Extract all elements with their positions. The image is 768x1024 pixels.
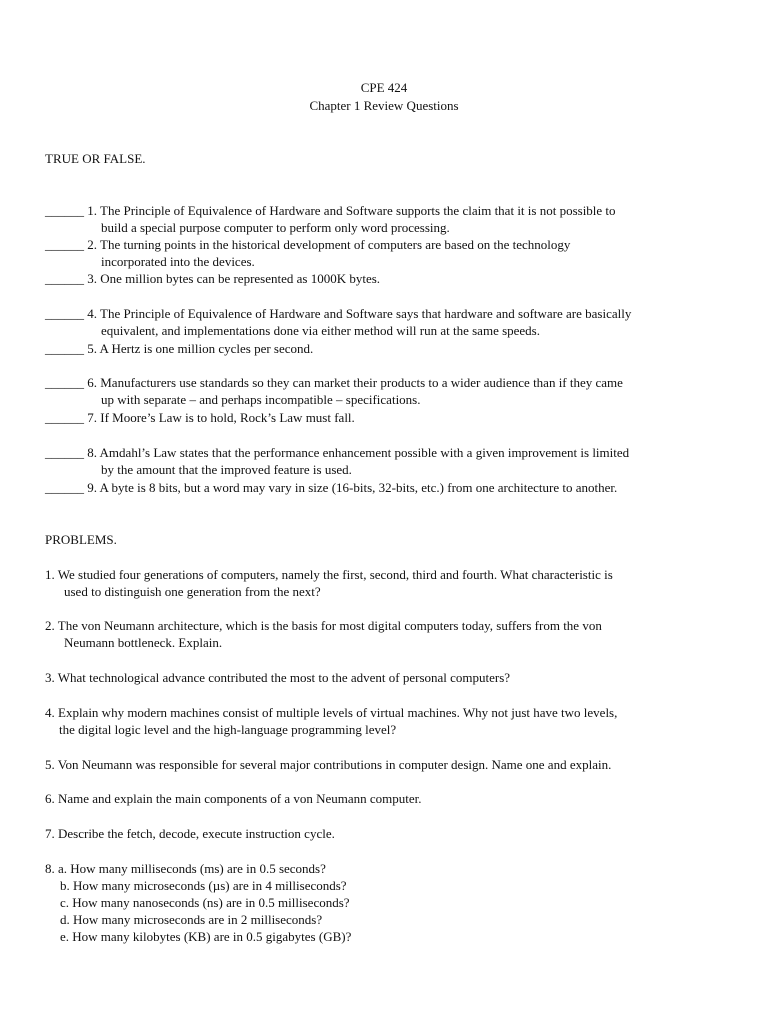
tf-item-1 [45, 202, 735, 236]
tf-item-3 [45, 270, 735, 287]
problem-text: 3. What technological advance contributed the most to the advent of personal computers? [45, 670, 511, 685]
problem-8b: b. How many microseconds (µs) are in 4 milliseconds? [60, 878, 347, 893]
tf-item-5 [45, 340, 735, 357]
problem-7 [45, 825, 735, 842]
problem-text: 6. Name and explain the main components of a von Neumann computer. [45, 791, 422, 806]
item-number: 1. [87, 203, 97, 218]
item-number: 3. [87, 271, 97, 286]
item-text-cont: equivalent, and implementations done via either method will run at the same speeds. [101, 323, 540, 338]
problem-8a: 8. a. How many milliseconds (ms) are in 0.5 seconds? [45, 861, 326, 876]
item-text: A Hertz is one million cycles per second. [99, 341, 314, 356]
item-text-cont: build a special purpose computer to perform only word processing. [101, 220, 450, 235]
answer-blank[interactable]: ______ [45, 341, 84, 356]
tf-item-7 [45, 409, 735, 426]
tf-item-6 [45, 374, 735, 408]
problem-text: 2. The von Neumann architecture, which is the basis for most digital computers today, suffers from the von [45, 618, 602, 633]
problem-3 [45, 669, 735, 686]
answer-blank[interactable]: ______ [45, 445, 84, 460]
item-text: The turning points in the historical development of computers are based on the technology [100, 237, 571, 252]
item-text-cont: incorporated into the devices. [101, 254, 255, 269]
item-number: 2. [87, 237, 97, 252]
problem-8d: d. How many microseconds are in 2 milliseconds? [60, 912, 323, 927]
problem-text-cont: the digital logic level and the high-language programming level? [59, 722, 397, 737]
item-number: 6. [87, 375, 97, 390]
item-text: Amdahl’s Law states that the performance enhancement possible with a given improvement is limited [99, 445, 630, 460]
problems-heading: PROBLEMS. [45, 532, 117, 547]
item-number: 5. [87, 341, 97, 356]
problem-text: 1. We studied four generations of computers, namely the first, second, third and fourth. What characteristic is [45, 567, 613, 582]
answer-blank[interactable]: ______ [45, 410, 84, 425]
item-number: 4. [87, 306, 97, 321]
item-text: Manufacturers use standards so they can market their products to a wider audience than if they came [100, 375, 623, 390]
problem-6 [45, 790, 735, 807]
answer-blank[interactable]: ______ [45, 306, 84, 321]
item-text: One million bytes can be represented as 1000K bytes. [100, 271, 381, 286]
tf-item-8 [45, 444, 735, 478]
problem-4 [45, 704, 735, 738]
problem-2 [45, 617, 735, 651]
answer-blank[interactable]: ______ [45, 237, 84, 252]
answer-blank[interactable]: ______ [45, 375, 84, 390]
answer-blank[interactable]: ______ [45, 480, 84, 495]
tf-item-2 [45, 236, 735, 270]
item-text: The Principle of Equivalence of Hardware and Software says that hardware and software are basically [100, 306, 632, 321]
problem-text: 4. Explain why modern machines consist of multiple levels of virtual machines. Why not just have two levels, [45, 705, 618, 720]
item-number: 9. [87, 480, 97, 495]
tf-item-9 [45, 479, 735, 496]
page-title: Chapter 1 Review Questions [309, 98, 459, 113]
problem-text-cont: Neumann bottleneck. Explain. [64, 635, 223, 650]
problem-text-cont: used to distinguish one generation from the next? [64, 584, 321, 599]
problem-8e: e. How many kilobytes (KB) are in 0.5 gigabytes (GB)? [60, 929, 352, 944]
item-text: The Principle of Equivalence of Hardware and Software supports the claim that it is not possible to [100, 203, 616, 218]
item-number: 8. [87, 445, 97, 460]
item-number: 7. [87, 410, 97, 425]
problem-text: 5. Von Neumann was responsible for several major contributions in computer design. Name one and explain. [45, 757, 612, 772]
item-text-cont: up with separate – and perhaps incompatible – specifications. [101, 392, 421, 407]
true-false-heading: TRUE OR FALSE. [45, 151, 146, 166]
item-text: A byte is 8 bits, but a word may vary in size (16-bits, 32-bits, etc.) from one architecture to another. [99, 480, 618, 495]
problem-1 [45, 566, 735, 600]
item-text: If Moore’s Law is to hold, Rock’s Law must fall. [100, 410, 355, 425]
answer-blank[interactable]: ______ [45, 271, 84, 286]
problem-8c: c. How many nanoseconds (ns) are in 0.5 milliseconds? [60, 895, 350, 910]
problem-text: 7. Describe the fetch, decode, execute instruction cycle. [45, 826, 335, 841]
answer-blank[interactable]: ______ [45, 203, 84, 218]
item-text-cont: by the amount that the improved feature is used. [101, 462, 352, 477]
tf-item-4 [45, 305, 735, 339]
course-code: CPE 424 [360, 80, 408, 95]
problem-5 [45, 756, 735, 773]
